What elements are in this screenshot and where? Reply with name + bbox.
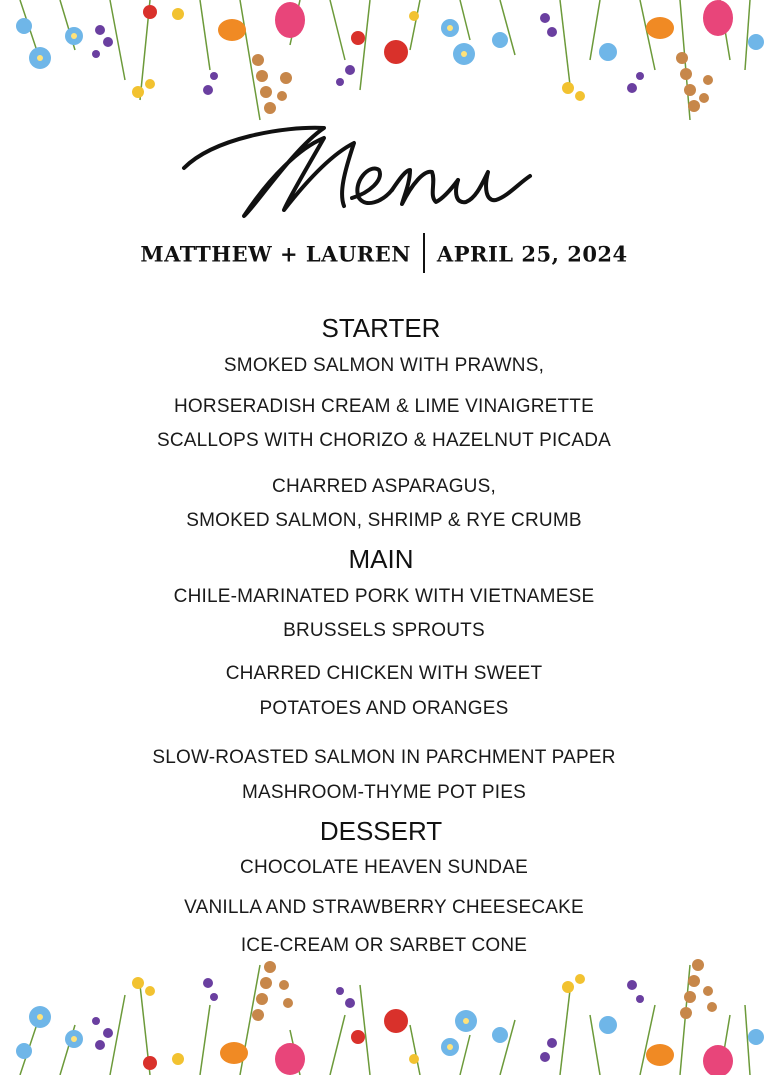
menu-item: CHARRED ASPARAGUS, bbox=[272, 476, 496, 497]
header-divider bbox=[423, 233, 425, 273]
section-heading-starter: STARTER bbox=[321, 313, 441, 343]
menu-item: BRUSSELS SPROUTS bbox=[283, 620, 485, 641]
menu-item: POTATOES AND ORANGES bbox=[259, 698, 509, 719]
menu-item: SCALLOPS WITH CHORIZO & HAZELNUT PICADA bbox=[156, 430, 612, 451]
event-date: APRIL 25, 2024 bbox=[436, 241, 628, 267]
menu-item: CHARRED CHICKEN WITH SWEET bbox=[225, 663, 543, 684]
menu-title bbox=[0, 98, 768, 228]
menu-item: SLOW-ROASTED SALMON IN PARCHMENT PAPER bbox=[152, 747, 616, 768]
section-heading-main: MAIN bbox=[348, 544, 414, 574]
menu-item: MASHROOM-THYME POT PIES bbox=[242, 782, 526, 803]
menu-item: CHOCOLATE HEAVEN SUNDAE bbox=[240, 857, 528, 878]
section-heading-dessert: DESSERT bbox=[319, 816, 443, 846]
menu-title-script bbox=[174, 98, 594, 228]
menu-item: SMOKED SALMON, SHRIMP & RYE CRUMB bbox=[186, 510, 582, 531]
menu-item: ICE-CREAM OR SARBET CONE bbox=[240, 935, 528, 956]
couple-names: MATTHEW + LAUREN bbox=[140, 241, 411, 267]
event-header bbox=[0, 236, 768, 276]
floral-border-bottom bbox=[0, 955, 768, 1075]
menu-item: VANILLA AND STRAWBERRY CHEESECAKE bbox=[184, 897, 584, 918]
menu-item: CHILE-MARINATED PORK WITH VIETNAMESE bbox=[173, 586, 595, 607]
menu-item: SMOKED SALMON WITH PRAWNS, bbox=[223, 355, 545, 376]
menu-item: HORSERADISH CREAM & LIME VINAIGRETTE bbox=[174, 396, 594, 417]
